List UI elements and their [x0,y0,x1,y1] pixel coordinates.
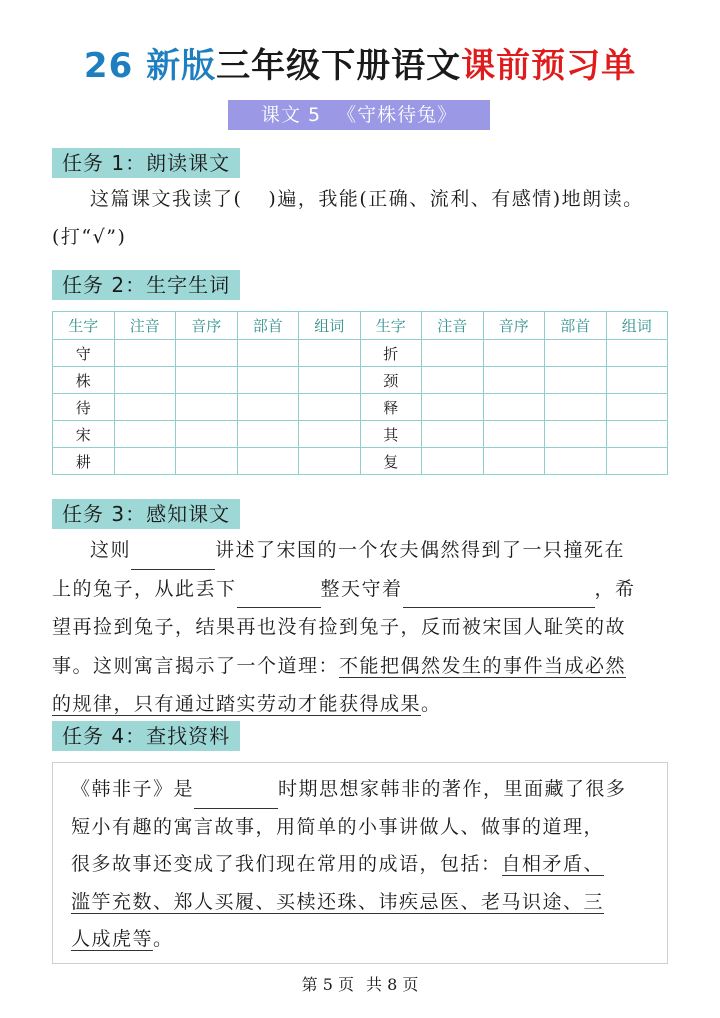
char-cell: 守 [53,340,115,367]
idioms-underlined-b: 滥竽充数、郑人买履、买椟还珠、讳疾忌医、老马识途、三 [71,890,605,913]
task1-line2: (打“√”) [52,226,127,248]
answer-cell[interactable] [606,421,668,448]
title-preview-sheet: 课前预习单 [461,46,637,86]
task2-heading: 任务 2：生字生词 [52,270,240,300]
dropped-item-blank[interactable] [237,577,321,608]
table-row [53,367,668,394]
char-cell: 复 [360,448,422,475]
task4-text [71,771,653,959]
answer-cell[interactable] [237,340,299,367]
answer-cell[interactable] [176,340,238,367]
header-cell: 注音 [114,312,176,340]
char-cell: 折 [360,340,422,367]
table-row [53,421,668,448]
title-edition: 26 新版 [83,46,217,86]
page-total: 共 8 页 [366,975,419,994]
task1-heading: 任务 1：朗读课文 [52,148,240,178]
answer-cell[interactable] [176,394,238,421]
task4-box [52,762,668,964]
header-cell: 组词 [299,312,361,340]
table-row [53,340,668,367]
task3-text-g: 事。这则寓言揭示了一个道理： [52,654,340,677]
page-footer [0,975,720,995]
answer-cell[interactable] [545,421,607,448]
task4-text-end: 。 [153,928,174,950]
guarded-item-blank[interactable] [403,577,595,608]
char-cell: 待 [53,394,115,421]
answer-cell[interactable] [545,394,607,421]
task3-text-f: 望再捡到兔子，结果再也没有捡到兔子，反而被宋国人耻笑的故 [52,616,627,638]
answer-cell[interactable] [299,421,361,448]
char-cell: 耕 [53,448,115,475]
answer-cell[interactable] [299,367,361,394]
answer-cell[interactable] [237,448,299,475]
task4-text-a: 《韩非子》是 [71,778,195,800]
characters-table [52,311,668,475]
header-cell: 生字 [360,312,422,340]
task3-heading: 任务 3：感知课文 [52,499,240,529]
task1-text [52,180,670,256]
answer-cell[interactable] [237,394,299,421]
table-row [53,448,668,475]
answer-cell[interactable] [545,340,607,367]
answer-cell[interactable] [237,421,299,448]
answer-cell[interactable] [114,340,176,367]
answer-cell[interactable] [606,394,668,421]
header-cell: 生字 [53,312,115,340]
answer-cell[interactable] [299,394,361,421]
task4-text-b: 时期思想家韩非的著作，里面藏了很多 [278,778,627,800]
answer-cell[interactable] [176,448,238,475]
task3-text-e: ，希 [594,577,636,600]
fable-name-blank[interactable] [131,539,215,570]
task1-line1a: 这篇课文我读了( [90,188,243,210]
table-header-row [53,312,668,340]
lesson-number: 课文 5 [260,104,322,126]
char-cell: 宋 [53,421,115,448]
answer-cell[interactable] [114,421,176,448]
answer-cell[interactable] [299,448,361,475]
answer-cell[interactable] [606,367,668,394]
answer-cell[interactable] [545,448,607,475]
era-blank[interactable] [194,778,278,809]
task3-text-a: 这则 [90,539,132,561]
task3-text [52,531,670,724]
moral-underlined-a: 不能把偶然发生的事件当成必然 [339,654,627,677]
answer-cell[interactable] [422,394,484,421]
answer-cell[interactable] [237,367,299,394]
page-title [0,40,720,92]
task3-text-c: 上的兔子，从此丢下 [52,577,237,600]
idioms-underlined-c: 人成虎等 [71,928,154,950]
answer-cell[interactable] [483,340,545,367]
header-cell: 音序 [483,312,545,340]
page-number: 第 5 页 [301,975,354,994]
task4-text-d: 很多故事还变成了我们现在常用的成语，包括： [71,853,502,875]
answer-cell[interactable] [422,448,484,475]
header-cell: 组词 [606,312,668,340]
answer-cell[interactable] [422,340,484,367]
answer-cell[interactable] [606,448,668,475]
answer-cell[interactable] [483,421,545,448]
char-cell: 颈 [360,367,422,394]
answer-cell[interactable] [114,448,176,475]
answer-cell[interactable] [483,367,545,394]
task3-text-end: 。 [421,693,442,715]
task4-text-c: 短小有趣的寓言故事，用简单的小事讲做人、做事的道理， [71,815,605,838]
header-cell: 部首 [545,312,607,340]
table-row [53,394,668,421]
answer-cell[interactable] [114,394,176,421]
task3-text-b: 讲述了宋国的一个农夫偶然得到了一只撞死在 [215,539,626,561]
char-cell: 株 [53,367,115,394]
char-cell: 其 [360,421,422,448]
char-cell: 释 [360,394,422,421]
moral-underlined-b: 的规律，只有通过踏实劳动才能获得成果 [52,693,422,715]
answer-cell[interactable] [114,367,176,394]
task1-line1b: )遍，我能(正确、流利、有感情)地朗读。 [268,188,644,210]
task4-heading: 任务 4：查找资料 [52,721,240,751]
lesson-badge [228,100,490,130]
answer-cell[interactable] [545,367,607,394]
title-grade: 三年级下册语文 [216,46,462,86]
header-cell: 注音 [422,312,484,340]
answer-cell[interactable] [176,367,238,394]
answer-cell[interactable] [299,340,361,367]
header-cell: 部首 [237,312,299,340]
answer-cell[interactable] [483,448,545,475]
task3-text-d: 整天守着 [320,577,403,600]
idioms-underlined-a: 自相矛盾、 [501,853,605,875]
answer-cell[interactable] [606,340,668,367]
answer-cell[interactable] [422,421,484,448]
answer-cell[interactable] [176,421,238,448]
answer-cell[interactable] [422,367,484,394]
lesson-name: 《守株待兔》 [337,104,458,126]
answer-cell[interactable] [483,394,545,421]
header-cell: 音序 [176,312,238,340]
